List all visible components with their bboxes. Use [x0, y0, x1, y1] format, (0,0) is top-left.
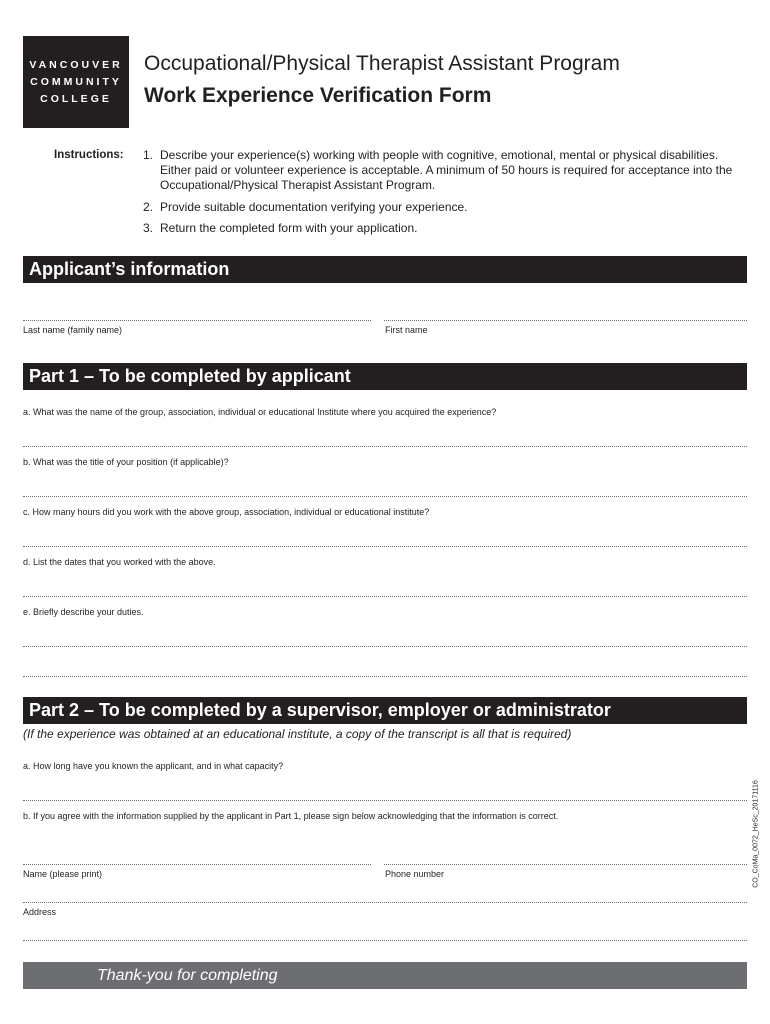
instruction-number: 1. — [143, 148, 154, 162]
instruction-text: Return the completed form with your application. — [160, 221, 418, 235]
page-title: Occupational/Physical Therapist Assistant Program — [144, 52, 620, 75]
part1-answer-b-field[interactable] — [23, 496, 747, 497]
part1-answer-d-field[interactable] — [23, 596, 747, 597]
part2-heading: Part 2 – To be completed by a supervisor, employer or administrator — [23, 697, 747, 724]
last-name-label: Last name (family name) — [23, 325, 123, 335]
first-name-field[interactable] — [384, 320, 747, 321]
part1-question-d: d. List the dates that you worked with the above. — [23, 557, 216, 567]
footer-thanks-bar: Thank-you for completing — [23, 962, 747, 989]
part2-question-a: a. How long have you known the applicant, and in what capacity? — [23, 761, 284, 771]
first-name-label: First name — [385, 325, 428, 335]
phone-label: Phone number — [385, 869, 445, 879]
instructions-label: Instructions: — [54, 149, 124, 161]
part2-question-b: b. If you agree with the information supplied by the applicant in Part 1, please sign below acknowledging that the information is correct. — [23, 811, 559, 821]
part1-question-a: a. What was the name of the group, association, individual or educational Institute where you acquired the experience? — [23, 407, 497, 417]
part1-question-b: b. What was the title of your position (if applicable)? — [23, 457, 229, 467]
part1-question-e: e. Briefly describe your duties. — [23, 607, 144, 617]
part1-answer-a-field[interactable] — [23, 446, 747, 447]
logo-line-3: COLLEGE — [40, 92, 112, 105]
college-logo — [23, 36, 129, 128]
part1-answer-e-field-2[interactable] — [23, 676, 747, 677]
name-label: Name (please print) — [23, 869, 103, 879]
instruction-item-2 — [143, 200, 733, 215]
address-field[interactable] — [23, 940, 747, 941]
supervisor-phone-field[interactable] — [384, 864, 747, 865]
address-label: Address — [23, 907, 57, 917]
form-code: CO_CoMa_0072_HeSc_20171116 — [752, 780, 760, 888]
part1-question-c: c. How many hours did you work with the above group, association, individual or educational institute? — [23, 507, 430, 517]
part1-answer-c-field[interactable] — [23, 546, 747, 547]
supervisor-name-field[interactable] — [23, 864, 371, 865]
part2-answer-a-field[interactable] — [23, 800, 747, 801]
last-name-field[interactable] — [23, 320, 371, 321]
part1-heading: Part 1 – To be completed by applicant — [23, 363, 747, 390]
instruction-item-3 — [143, 221, 733, 236]
form-title: Work Experience Verification Form — [144, 84, 492, 107]
logo-line-2: COMMUNITY — [30, 75, 122, 88]
instruction-item-1 — [143, 148, 733, 193]
instruction-number: 2. — [143, 200, 154, 214]
instruction-text: Describe your experience(s) working with people with cognitive, emotional, mental or physical disabilities. Either paid or volunteer experience is acceptable. A minimum of 50 hours is required for acceptance into the Occupational/Physical Therapist Assistant Program. — [160, 148, 733, 192]
instruction-text: Provide suitable documentation verifying your experience. — [160, 200, 468, 214]
logo-line-1: VANCOUVER — [29, 58, 123, 71]
applicant-section-heading: Applicant’s information — [23, 256, 747, 283]
part2-note: (If the experience was obtained at an educational institute, a copy of the transcript is all that is required) — [23, 727, 572, 741]
part1-answer-e-field-1[interactable] — [23, 646, 747, 647]
address-top-rule — [23, 902, 747, 903]
instruction-number: 3. — [143, 221, 154, 235]
